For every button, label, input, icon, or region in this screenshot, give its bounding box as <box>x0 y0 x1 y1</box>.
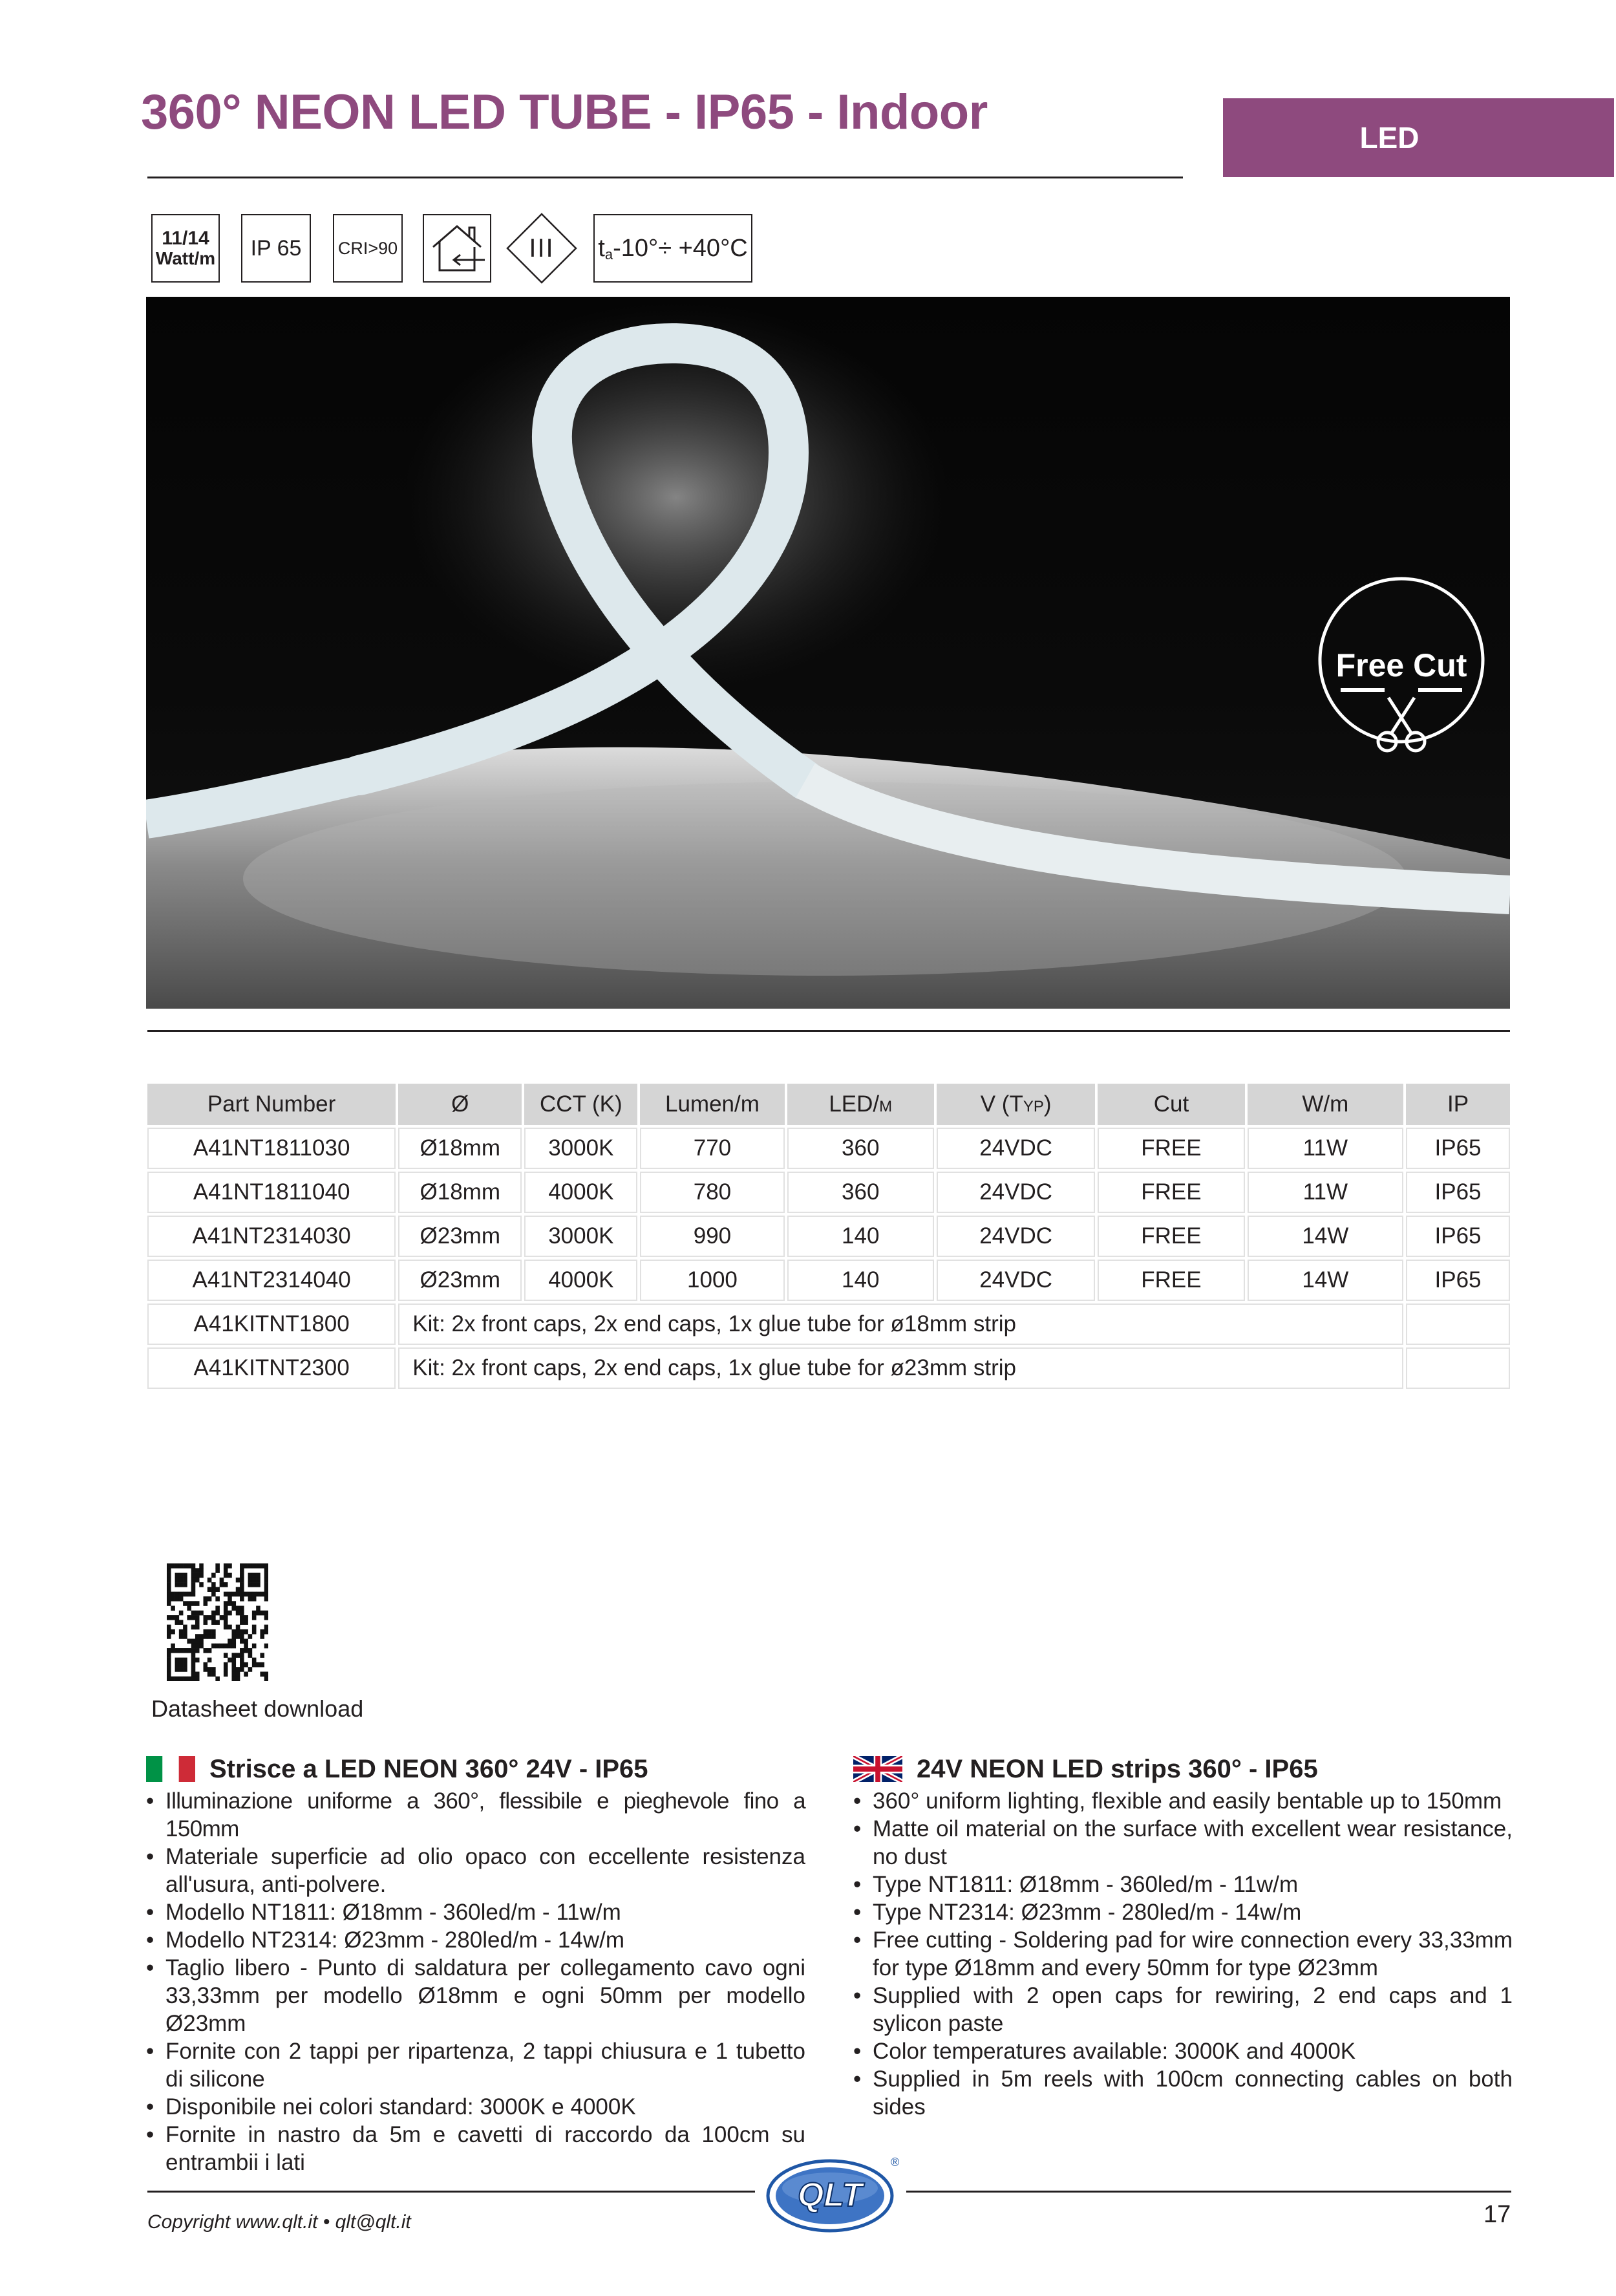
wattage-unit: Watt/m <box>155 248 216 269</box>
header-diameter: Ø <box>398 1084 522 1125</box>
header-voltage-close: ) <box>1043 1091 1052 1117</box>
list-item: • 360° uniform lighting, flexible and easily bentable up to 150mm <box>853 1787 1513 1815</box>
table-row-kit <box>147 1304 1510 1345</box>
qr-code-icon[interactable] <box>167 1563 268 1681</box>
table-row-kit <box>147 1347 1510 1389</box>
product-photo <box>146 297 1510 1009</box>
qlt-logo <box>764 2152 901 2236</box>
cell-lumen: 770 <box>640 1128 784 1169</box>
cell-voltage: 24VDC <box>937 1172 1095 1213</box>
class-3-icon <box>505 212 578 284</box>
ip-badge-label: IP 65 <box>250 235 302 261</box>
cell-empty <box>1406 1347 1510 1389</box>
cri-badge-label: CRI>90 <box>337 238 398 258</box>
cell-ip: IP65 <box>1406 1172 1510 1213</box>
cell-voltage: 24VDC <box>937 1128 1095 1169</box>
list-item: • Modello NT2314: Ø23mm - 280led/m - 14w/m <box>146 1926 805 1954</box>
wattage-badge <box>151 214 220 283</box>
header-cct: CCT (K) <box>524 1084 637 1125</box>
category-tab-label: LED <box>1359 121 1419 155</box>
list-item: • Supplied in 5m reels with 100cm connecting cables on both sides <box>853 2065 1513 2121</box>
italy-flag-icon <box>146 1756 195 1782</box>
table-header-row <box>147 1084 1510 1125</box>
header-wattage: W/m <box>1248 1084 1403 1125</box>
header-part-number: Part Number <box>147 1084 396 1125</box>
temp-symbol: t <box>598 234 605 262</box>
cell-wattage: 11W <box>1248 1172 1403 1213</box>
table-row <box>147 1260 1510 1301</box>
list-item: • Fornite con 2 tappi per ripartenza, 2 tappi chiusura e 1 tubetto di silicone <box>146 2037 805 2093</box>
header-cut: Cut <box>1098 1084 1244 1125</box>
cell-wattage: 14W <box>1248 1260 1403 1301</box>
cell-ip: IP65 <box>1406 1260 1510 1301</box>
cell-led: 360 <box>787 1172 934 1213</box>
cell-led: 140 <box>787 1216 934 1257</box>
cell-led: 140 <box>787 1260 934 1301</box>
footer-divider-right <box>906 2191 1511 2193</box>
cell-lumen: 1000 <box>640 1260 784 1301</box>
list-item: • Illuminazione uniforme a 360°, flessibile e pieghevole fino a 150mm <box>146 1787 805 1843</box>
logo-text: QLT <box>797 2176 863 2214</box>
list-item: • Materiale superficie ad olio opaco con eccellente resistenza all'usura, anti-polvere. <box>146 1843 805 1898</box>
cell-empty <box>1406 1304 1510 1345</box>
cell-cut: FREE <box>1098 1260 1244 1301</box>
ip-badge <box>241 214 311 283</box>
cell-wattage: 11W <box>1248 1128 1403 1169</box>
spec-table <box>145 1081 1513 1391</box>
header-ip: IP <box>1406 1084 1510 1125</box>
cell-kit-description: Kit: 2x front caps, 2x end caps, 1x glue tube for ø18mm strip <box>398 1304 1403 1345</box>
cell-ip: IP65 <box>1406 1216 1510 1257</box>
table-row <box>147 1128 1510 1169</box>
cell-cut: FREE <box>1098 1128 1244 1169</box>
list-item: • Fornite in nastro da 5m e cavetti di raccordo da 100cm su entrambii i lati <box>146 2121 805 2176</box>
cell-cct: 3000K <box>524 1128 637 1169</box>
cell-lumen: 780 <box>640 1172 784 1213</box>
cell-cut: FREE <box>1098 1216 1244 1257</box>
italian-description <box>146 1754 805 2176</box>
cell-part-number: A41KITNT2300 <box>147 1347 396 1389</box>
cell-cut: FREE <box>1098 1172 1244 1213</box>
italian-heading <box>146 1754 805 1785</box>
cell-diameter: Ø23mm <box>398 1260 522 1301</box>
cell-part-number: A41NT2314040 <box>147 1260 396 1301</box>
list-item: • Type NT1811: Ø18mm - 360led/m - 11w/m <box>853 1871 1513 1898</box>
english-heading <box>853 1754 1513 1785</box>
class-3-label: III <box>529 233 555 263</box>
page-title: 360° NEON LED TUBE - IP65 - Indoor <box>141 85 988 140</box>
list-item: • Type NT2314: Ø23mm - 280led/m - 14w/m <box>853 1898 1513 1926</box>
page-number: 17 <box>1483 2201 1511 2228</box>
logo-registered-mark: ® <box>891 2156 900 2169</box>
list-item: • Disponibile nei colori standard: 3000K e 4000K <box>146 2093 805 2121</box>
temp-range: -10°÷ +40°C <box>613 234 748 262</box>
cell-kit-description: Kit: 2x front caps, 2x end caps, 1x glue tube for ø23mm strip <box>398 1347 1403 1389</box>
table-row <box>147 1216 1510 1257</box>
cell-cct: 4000K <box>524 1172 637 1213</box>
category-tab <box>1223 98 1614 177</box>
cri-badge <box>333 214 403 283</box>
cell-led: 360 <box>787 1128 934 1169</box>
temp-subscript: a <box>604 246 613 263</box>
indoor-house-icon <box>423 214 491 283</box>
cell-part-number: A41NT1811040 <box>147 1172 396 1213</box>
title-divider <box>147 177 1183 178</box>
cell-cct: 4000K <box>524 1260 637 1301</box>
cell-voltage: 24VDC <box>937 1216 1095 1257</box>
header-led-main: LED/ <box>829 1091 880 1117</box>
cell-part-number: A41KITNT1800 <box>147 1304 396 1345</box>
italian-heading-text: Strisce a LED NEON 360° 24V - IP65 <box>209 1754 648 1783</box>
header-voltage-sc: YP <box>1023 1098 1044 1115</box>
ambient-temperature-badge <box>593 214 752 283</box>
cell-part-number: A41NT1811030 <box>147 1128 396 1169</box>
list-item: • Taglio libero - Punto di saldatura per collegamento cavo ogni 33,33mm per modello Ø18mm e ogni 50mm per modello Ø23mm <box>146 1954 805 2037</box>
cell-lumen: 990 <box>640 1216 784 1257</box>
wattage-value: 11/14 <box>162 228 209 250</box>
cell-ip: IP65 <box>1406 1128 1510 1169</box>
english-feature-list <box>853 1787 1513 2121</box>
cell-voltage: 24VDC <box>937 1260 1095 1301</box>
header-led <box>787 1084 934 1125</box>
cell-diameter: Ø23mm <box>398 1216 522 1257</box>
cell-cct: 3000K <box>524 1216 637 1257</box>
list-item: • Color temperatures available: 3000K and 4000K <box>853 2037 1513 2065</box>
list-item: • Free cutting - Soldering pad for wire connection every 33,33mm for type Ø18mm and every 50mm for type Ø23mm <box>853 1926 1513 1982</box>
header-voltage <box>937 1084 1095 1125</box>
table-divider <box>147 1030 1510 1032</box>
header-led-unit: M <box>879 1098 893 1115</box>
english-description <box>853 1754 1513 2121</box>
cell-diameter: Ø18mm <box>398 1172 522 1213</box>
copyright-text: Copyright www.qlt.it • qlt@qlt.it <box>147 2211 411 2233</box>
cell-wattage: 14W <box>1248 1216 1403 1257</box>
free-cut-label: Free Cut <box>1335 647 1467 683</box>
list-item: • Modello NT1811: Ø18mm - 360led/m - 11w/m <box>146 1898 805 1926</box>
footer-divider-left <box>147 2191 755 2193</box>
header-voltage-main: V (T <box>980 1091 1023 1117</box>
list-item: • Matte oil material on the surface with excellent wear resistance, no dust <box>853 1815 1513 1871</box>
uk-flag-icon <box>853 1756 902 1782</box>
english-heading-text: 24V NEON LED strips 360° - IP65 <box>917 1754 1318 1783</box>
datasheet-download-label: Datasheet download <box>151 1695 364 1722</box>
table-row <box>147 1172 1510 1213</box>
header-lumen: Lumen/m <box>640 1084 784 1125</box>
cell-diameter: Ø18mm <box>398 1128 522 1169</box>
italian-feature-list <box>146 1787 805 2176</box>
list-item: • Supplied with 2 open caps for rewiring, 2 end caps and 1 sylicon paste <box>853 1982 1513 2037</box>
cell-part-number: A41NT2314030 <box>147 1216 396 1257</box>
